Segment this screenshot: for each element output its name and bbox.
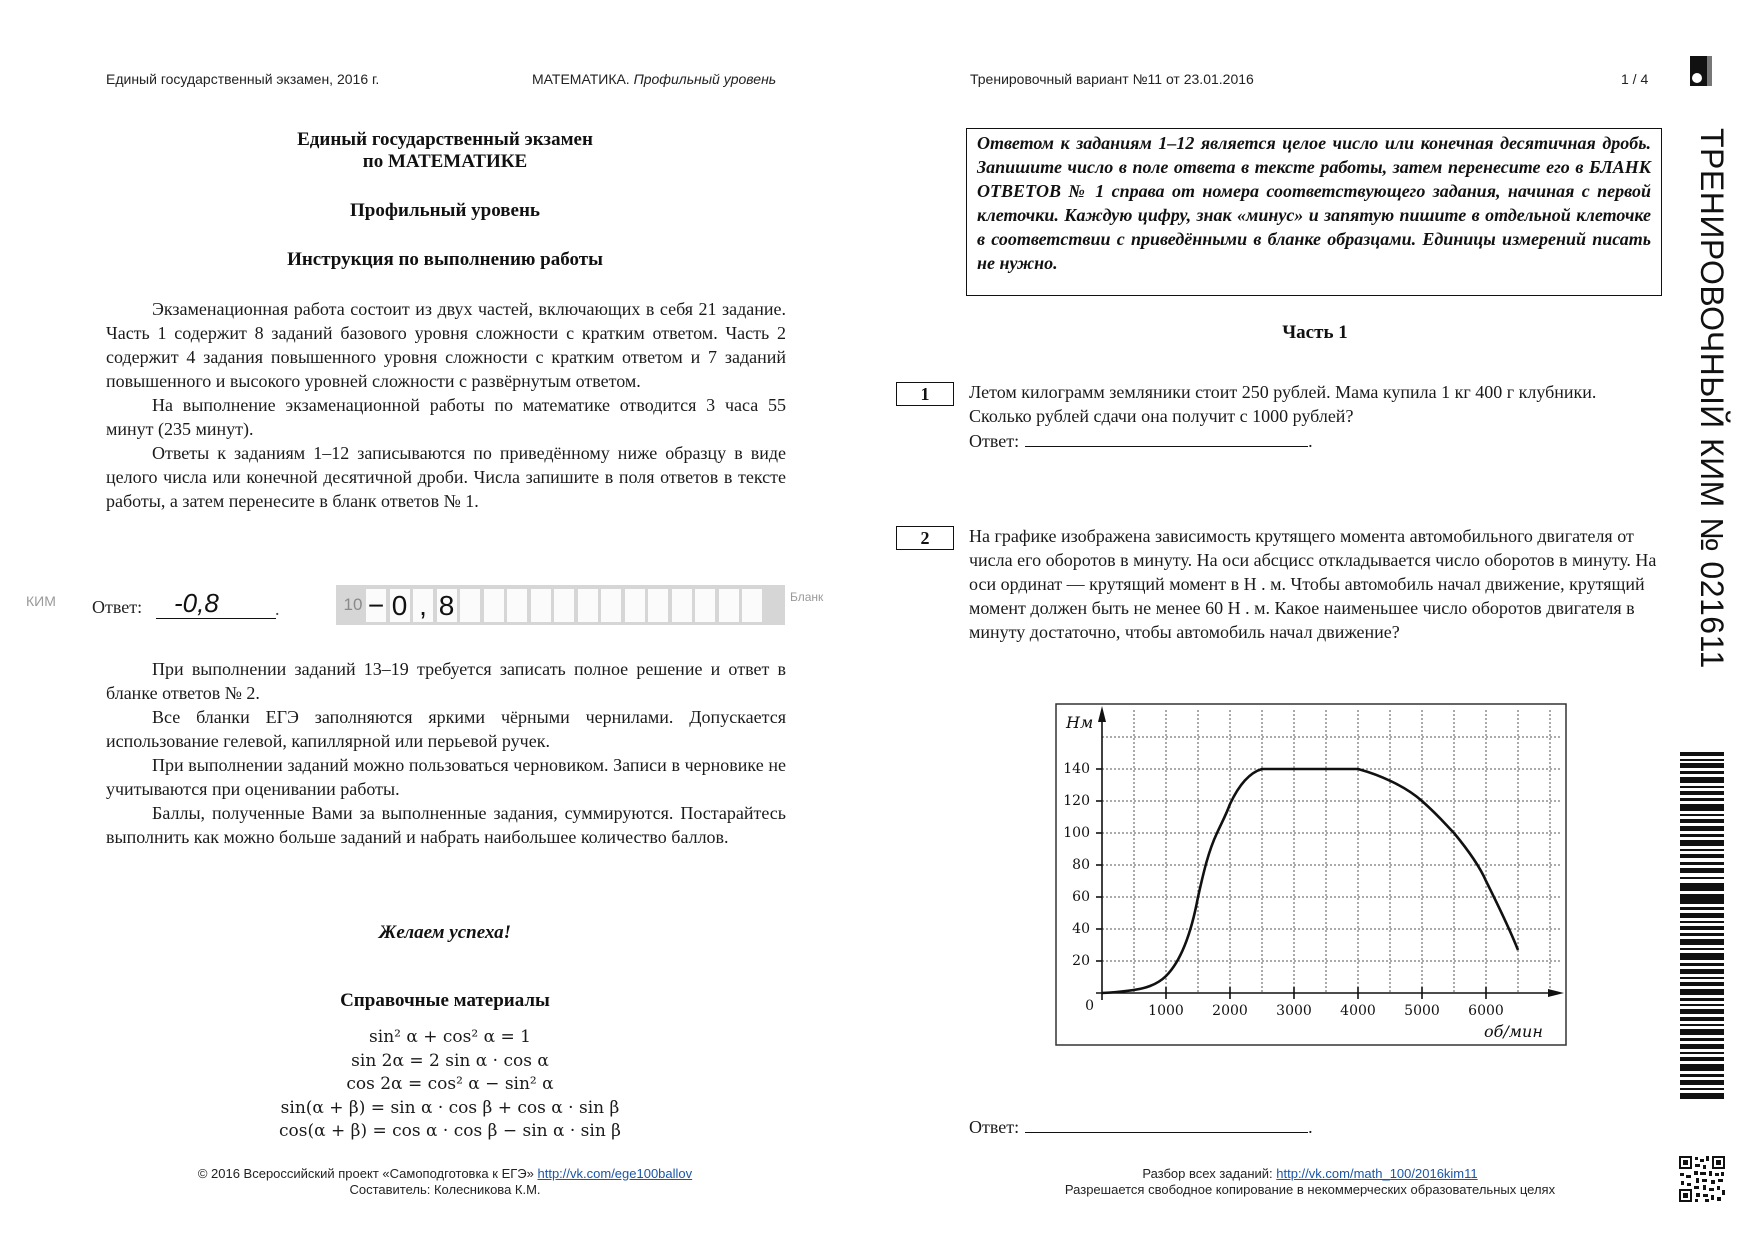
right-footer	[960, 1166, 1660, 1198]
torque-chart	[1055, 703, 1567, 1047]
intro-text	[106, 297, 786, 513]
svg-text:0: 0	[1085, 998, 1094, 1014]
intro-paragraph: Экзаменационная работа состоит из двух частей, включающих в себя 21 задание. Часть 1 содержит 8 заданий базового уровня сложности с кратким ответом. Часть 2 содержит 4 задания повышенного уровня сложности с кратким ответом и 7 заданий повышенного и высокого уровней сложности с развёрнутым ответом.	[106, 299, 786, 391]
header-subject	[532, 71, 776, 87]
task-2-text: На графике изображена зависимость крутящего момента автомобильного двигателя от числа его оборотов в минуту. На оси абсцисс откладывается число оборотов в минуту. На оси ординат — крутящий момент в Н . м. Чтобы автомобиль начал движение, крутящий момент должен быть не менее 60 Н . м. Какое наименьшее число оборотов двигателя в минуту достаточно, чтобы автомобиль начал движение?	[969, 526, 1657, 642]
title-line-1: Единый государственный экзамен	[297, 129, 593, 150]
rules-paragraph: При выполнении заданий 13–19 требуется записать полное решение и ответ в бланке ответов № 2.	[106, 659, 786, 703]
form-cell	[695, 589, 715, 622]
svg-text:20: 20	[1072, 953, 1090, 969]
barcode-icon	[1680, 752, 1724, 1104]
formula: sin² α + cos² α = 1	[369, 1027, 531, 1047]
formula: cos(α + β) = cos α · cos β − sin α · sin β	[278, 1121, 622, 1141]
part-heading: Часть 1	[1282, 322, 1348, 343]
form-cell	[719, 589, 739, 622]
header-subject-level: Профильный уровень	[633, 71, 777, 87]
form-cell	[507, 589, 527, 622]
rules-paragraph: Все бланки ЕГЭ заполняются яркими чёрными чернилами. Допускается использование гелевой, капиллярной или перьевой ручек.	[106, 707, 786, 751]
title-line-2: по МАТЕМАТИКЕ	[362, 151, 528, 172]
sample-answer-label: Ответ:	[92, 597, 143, 617]
form-cell	[742, 589, 762, 622]
reference-formulas	[160, 1026, 740, 1144]
svg-text:3000: 3000	[1276, 1003, 1312, 1019]
svg-text:120: 120	[1063, 793, 1090, 809]
form-cell	[648, 589, 668, 622]
form-cell	[554, 589, 574, 622]
author-text: Составитель: Колесникова К.М.	[349, 1182, 541, 1197]
vertical-variant-title: ТРЕНИРОВОЧНЫЙ КИМ № 021611	[1694, 128, 1730, 669]
chart-frame	[1056, 704, 1566, 1045]
form-cell: ,	[413, 589, 433, 622]
task-2-answer-row: Ответ: .	[969, 1117, 1313, 1137]
corner-marker-icon	[1690, 56, 1712, 86]
svg-text:5000: 5000	[1404, 1003, 1440, 1019]
form-cell	[601, 589, 621, 622]
task-number-box: 2	[896, 526, 954, 550]
rules-paragraph: Баллы, полученные Вами за выполненные задания, суммируются. Постарайтесь выполнить как можно больше заданий и набрать наибольшее количество баллов.	[106, 803, 786, 847]
blank-label: Бланк	[790, 590, 824, 604]
form-cell	[484, 589, 504, 622]
header-variant: Тренировочный вариант №11 от 23.01.2016	[970, 71, 1254, 87]
form-cell	[531, 589, 551, 622]
task-1-text: Летом килограмм земляники стоит 250 рублей. Мама купила 1 кг 400 г клубники. Сколько рублей сдачи она получит с 1000 рублей?	[969, 382, 1597, 426]
form-cell	[578, 589, 598, 622]
y-axis-label: Нм	[1066, 713, 1094, 732]
svg-text:140: 140	[1063, 761, 1090, 777]
svg-text:1000: 1000	[1148, 1003, 1184, 1019]
form-cell	[625, 589, 645, 622]
formula: sin 2α = 2 sin α · cos α	[351, 1050, 549, 1071]
qr-code-icon	[1678, 1155, 1726, 1203]
answer-label: Ответ:	[969, 431, 1020, 451]
intro-paragraph: Ответы к заданиям 1–12 записываются по приведённому ниже образцу в виде целого числа или конечной десятичной дроби. Числа запишите в поля ответов в тексте работы, а затем перенесите в бланк ответов № 1.	[106, 443, 786, 511]
form-cell: 8	[437, 589, 457, 622]
good-luck-text: Желаем успеха!	[378, 922, 512, 943]
sample-answer-period: .	[275, 599, 280, 619]
analysis-label: Разбор всех заданий:	[1142, 1166, 1273, 1181]
svg-text:40: 40	[1072, 921, 1090, 937]
intro-paragraph: На выполнение экзаменационной работы по математике отводится 3 часа 55 минут (235 минут).	[106, 395, 786, 439]
formula: sin(α + β) = sin α · cos β + cos α · sin β	[280, 1097, 620, 1118]
task-1-answer-row: Ответ: .	[969, 431, 1313, 451]
form-cell	[460, 589, 480, 622]
x-axis-label: об/мин	[1484, 1022, 1543, 1041]
sample-answer-value: -0,8	[156, 587, 276, 619]
sample-answer-row	[20, 585, 840, 625]
kim-label: КИМ	[26, 593, 56, 609]
form-row-number: 10	[343, 595, 363, 614]
svg-text:100: 100	[1063, 825, 1090, 841]
page-title	[100, 129, 790, 173]
form-cell: 0	[390, 589, 410, 622]
math100-link[interactable]: http://vk.com/math_100/2016kim11	[1276, 1166, 1478, 1181]
answer-form-sample	[336, 585, 785, 625]
formula: cos 2α = cos² α − sin² α	[346, 1074, 554, 1094]
form-cell	[672, 589, 692, 622]
license-text: Разрешается свободное копирование в некоммерческих образовательных целях	[1064, 1182, 1556, 1197]
page-number: 1 / 4	[1621, 71, 1649, 87]
copyright-text: © 2016 Всероссийский проект «Самоподготовка к ЕГЭ»	[197, 1166, 534, 1181]
instructions-heading: Инструкция по выполнению работы	[287, 249, 603, 270]
header-subject-name: МАТЕМАТИКА.	[532, 71, 630, 87]
reference-heading: Справочные материалы	[340, 990, 550, 1011]
rules-paragraph: При выполнении заданий можно пользоваться черновиком. Записи в черновике не учитываются при оценивании работы.	[106, 755, 786, 799]
svg-text:80: 80	[1072, 857, 1090, 873]
task-2-answer-field[interactable]	[1025, 1116, 1308, 1133]
task-number-box: 1	[896, 382, 954, 406]
rules-text	[106, 657, 786, 849]
svg-text:2000: 2000	[1212, 1003, 1248, 1019]
answer-instructions-box: Ответом к заданиям 1–12 является целое число или конечная десятичная дробь. Запишите число в поле ответа в тексте работы, затем перенесите его в БЛАНК ОТВЕТОВ № 1 справа от номера соответствующего задания, начиная с первой клеточки. Каждую цифру, знак «минус» и запятую пишите в отдельной клеточке в соответствии с приведёнными в бланке образцами. Единицы измерений писать не нужно.	[966, 128, 1662, 296]
svg-text:4000: 4000	[1340, 1003, 1376, 1019]
ege100ballov-link[interactable]: http://vk.com/ege100ballov	[537, 1166, 693, 1181]
task-1-answer-field[interactable]	[1025, 430, 1308, 447]
answer-label: Ответ:	[969, 1117, 1020, 1137]
svg-text:6000: 6000	[1468, 1003, 1504, 1019]
svg-text:60: 60	[1072, 889, 1090, 905]
task-1	[969, 380, 1629, 453]
level-heading: Профильный уровень	[350, 200, 540, 221]
left-footer	[100, 1166, 790, 1198]
header-exam-title: Единый государственный экзамен, 2016 г.	[106, 71, 380, 87]
form-cell: −	[367, 589, 385, 621]
